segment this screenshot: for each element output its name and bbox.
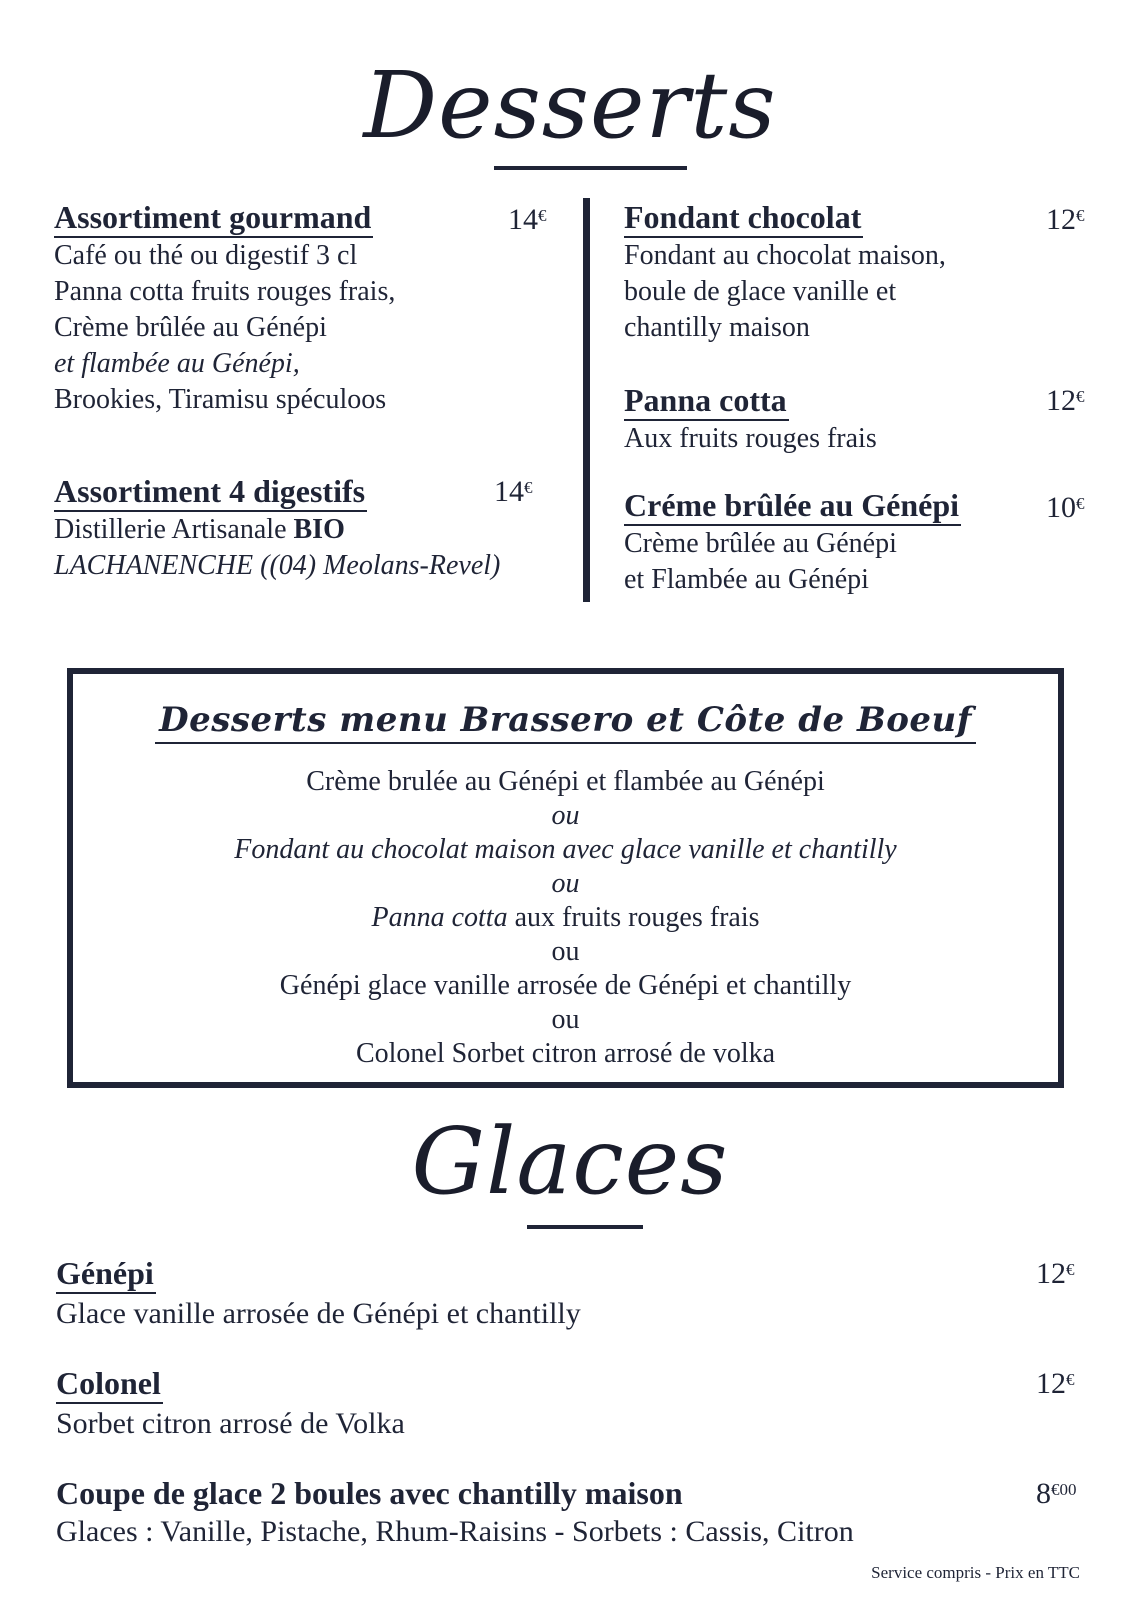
price-currency: € [1076,206,1085,225]
price-value: 14 [494,475,524,508]
price-value: 12 [1046,384,1076,417]
price-value: 14 [508,203,538,236]
item-title: Colonel [56,1364,163,1404]
item-title: Créme brûlée au Génépi [624,486,961,526]
set-menu-separator: ou [551,800,580,831]
item-desc-line: Aux fruits rouges frais [624,423,877,454]
set-menu-option-rest: aux fruits rouges frais [507,902,760,933]
item-title: Assortiment 4 digestifs [54,472,367,512]
set-menu-option: Crème brulée au Génépi et flambée au Génépi [306,766,825,797]
price-assortiment-digestifs [494,474,533,510]
glaces-heading: Glaces [411,1108,729,1215]
set-menu-separator: ou [551,936,580,967]
price-value: 10 [1046,491,1076,524]
price-currency: € [538,206,547,225]
menu-item-fondant-chocolat [624,198,946,346]
set-menu-option: Fondant au chocolat maison avec glace vanille et chantilly [234,834,897,865]
item-desc-line: Fondant au chocolat maison, [624,240,946,271]
set-menu-separator: ou [551,868,580,899]
menu-item-panna-cotta [624,381,877,457]
price-fondant-chocolat [1046,202,1085,238]
service-note: Service compris - Prix en TTC [871,1563,1080,1582]
price-panna-cotta [1046,383,1085,419]
price-glace-coupe [1036,1476,1077,1512]
price-currency: € [1076,494,1085,513]
menu-item-assortiment-gourmand [54,198,395,418]
item-title: Coupe de glace 2 boules avec chantilly maison [56,1475,683,1511]
desserts-heading-rule [494,166,687,170]
item-desc-line: Sorbet citron arrosé de Volka [56,1407,405,1440]
item-title: Panna cotta [624,381,789,421]
set-menu-option [73,900,1058,936]
item-desc-line: chantilly maison [624,312,810,343]
item-desc-line: Café ou thé ou digestif 3 cl [54,240,358,271]
glace-item-genepi [56,1254,581,1334]
price-value: 12 [1036,1257,1066,1290]
item-title: Assortiment gourmand [54,198,373,238]
item-desc-line: et flambée au Génépi, [54,348,300,379]
price-currency: € [1066,1370,1075,1389]
price-creme-brulee [1046,490,1085,526]
item-desc-line: Crème brûlée au Génépi [624,528,897,559]
bio-label: BIO [293,514,345,545]
price-currency: € [1066,1260,1075,1279]
menu-item-assortiment-digestifs [54,472,500,584]
price-currency: €00 [1051,1480,1077,1499]
price-currency: € [1076,387,1085,406]
item-desc-line: Panna cotta fruits rouges frais, [54,276,396,307]
column-divider [583,198,590,602]
price-value: 12 [1046,203,1076,236]
set-menu-option: Colonel Sorbet citron arrosé de volka [355,1038,776,1069]
menu-item-creme-brulee [624,486,961,598]
item-desc-text: Distillerie Artisanale [54,514,294,545]
item-desc-line: et Flambée au Génépi [624,564,869,595]
price-glace-genepi [1036,1256,1075,1292]
glace-item-colonel [56,1364,405,1444]
set-menu-option-italic: Panna cotta [371,902,508,933]
set-menu-title [73,700,1058,740]
item-title: Génépi [56,1254,156,1294]
price-value: 12 [1036,1367,1066,1400]
set-menu-separator: ou [551,1004,580,1035]
price-assortiment-gourmand [508,202,547,238]
glaces-heading-rule [527,1225,643,1229]
desserts-heading: Desserts [363,52,777,159]
item-desc-line: boule de glace vanille et [624,276,897,307]
item-desc-line: Brookies, Tiramisu spéculoos [54,384,387,415]
item-desc-line: Glace vanille arrosée de Génépi et chantilly [56,1297,581,1330]
glace-item-coupe [56,1474,854,1552]
price-currency: € [524,478,533,497]
set-menu-box [67,668,1064,1088]
item-desc-line [54,512,500,548]
item-desc-line: LACHANENCHE ((04) Meolans-Revel) [54,550,501,581]
set-menu-title-text: Desserts menu Brassero et Côte de Boeuf [155,700,976,744]
item-desc-line: Crème brûlée au Génépi [54,312,327,343]
item-title: Fondant chocolat [624,198,863,238]
set-menu-options [73,764,1058,1072]
item-desc-line: Glaces : Vanille, Pistache, Rhum-Raisins - Sorbets : Cassis, Citron [56,1515,854,1548]
price-glace-colonel [1036,1366,1075,1402]
set-menu-option: Génépi glace vanille arrosée de Génépi et chantilly [279,970,852,1001]
price-value: 8 [1036,1477,1051,1510]
